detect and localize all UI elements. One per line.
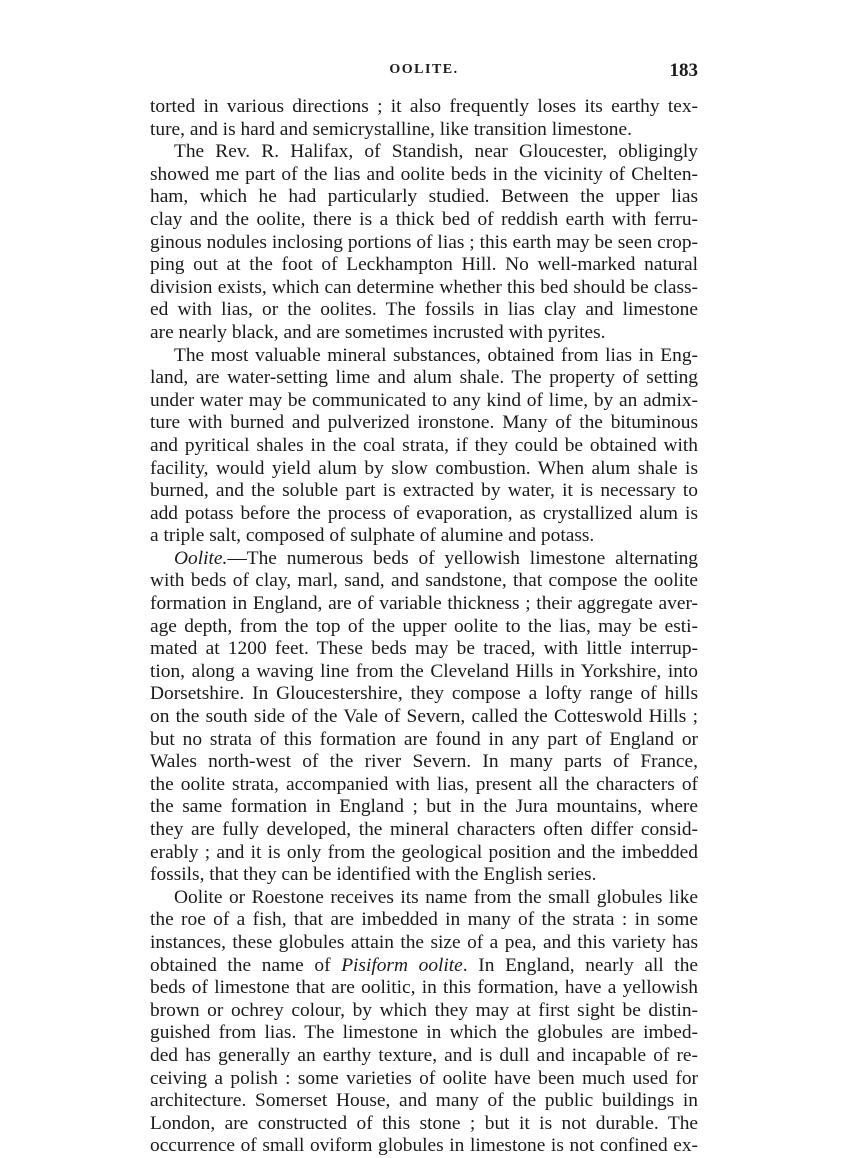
oolite-heading-word: Oolite. (174, 547, 228, 569)
text-line: ture, and is hard and semicrystalline, like transition limestone. (150, 118, 632, 140)
pisiform-line-before: obtained the name of (150, 954, 342, 976)
text-line: are nearly black, and are sometimes incrusted with pyrites. (150, 321, 606, 343)
text-line: The Rev. R. Halifax, of Standish, near Gloucester, obligingly (174, 141, 698, 163)
text-line: age depth, from the top of the upper oolite to the lias, may be esti- (150, 615, 698, 637)
text-line: Wales north-west of the river Severn. In many parts of France, (150, 751, 698, 773)
text-line: facility, would yield alum by slow combustion. When alum shale is (150, 457, 698, 479)
text-line: The most valuable mineral substances, obtained from lias in Eng- (174, 344, 698, 366)
text-line: burned, and the soluble part is extracted by water, it is necessary to (150, 480, 698, 502)
text-line: tion, along a waving line from the Cleveland Hills in Yorkshire, into (150, 660, 698, 682)
text-line: mated at 1200 feet. These beds may be traced, with little interrup- (150, 638, 698, 660)
text-line: ture with burned and pulverized ironstone. Many of the bituminous (150, 412, 698, 434)
text-line: occurrence of small oviform globules in limestone is not confined ex- (150, 1135, 698, 1157)
text-line: the same formation in England ; but in the Jura mountains, where (150, 796, 698, 818)
text-line-pisiform (150, 955, 698, 978)
text-line: guished from lias. The limestone in which the globules are imbed- (150, 1022, 698, 1044)
text-line: fossils, that they can be identified with the English series. (150, 864, 597, 886)
text-line-oolite-heading (150, 548, 698, 571)
text-line: they are fully developed, the mineral characters often differ consid- (150, 819, 698, 840)
text-line: ham, which he had particularly studied. Between the upper lias (150, 186, 698, 208)
body-text (150, 96, 698, 1158)
text-line: ginous nodules inclosing portions of lias ; this earth may be seen crop- (150, 231, 698, 253)
text-line: erably ; and it is only from the geological position and the imbedded (150, 841, 698, 863)
text-line: ded has generally an earthy texture, and is dull and incapable of re- (150, 1044, 698, 1066)
text-line: brown or ochrey colour, by which they may at first sight be distin- (150, 999, 698, 1021)
text-line: land, are water-setting lime and alum shale. The property of setting (150, 367, 698, 389)
text-line: ed with lias, or the oolites. The fossils in lias clay and limestone (150, 299, 698, 321)
text-line: but no strata of this formation are found in any part of England or (150, 728, 698, 750)
running-title: OOLITE. (389, 62, 459, 77)
text-line: ceiving a polish : some varieties of oolite have been much used for (150, 1067, 698, 1089)
text-line: torted in various directions ; it also frequently loses its earthy tex- (150, 96, 698, 117)
text-line: on the south side of the Vale of Severn, called the Cotteswold Hills ; (150, 706, 698, 728)
oolite-heading-rest: —The numerous beds of yellowish limestone alternating (227, 547, 698, 569)
text-line: clay and the oolite, there is a thick bed of reddish earth with ferru- (150, 208, 698, 230)
text-line: with beds of clay, marl, sand, and sandstone, that compose the oolite (150, 570, 698, 592)
text-line: division exists, which can determine whether this bed should be class- (150, 276, 698, 298)
text-line: under water may be communicated to any kind of lime, by an admix- (150, 389, 698, 411)
text-line: London, are constructed of this stone ; but it is not durable. The (150, 1112, 698, 1134)
text-line: a triple salt, composed of sulphate of alumine and potass. (150, 525, 595, 547)
text-line: instances, these globules attain the size of a pea, and this variety has (150, 931, 698, 953)
pisiform-line-after: . In England, nearly all the (462, 954, 698, 976)
text-line: the roe of a fish, that are imbedded in many of the strata : in some (150, 909, 698, 931)
text-line: showed me part of the lias and oolite beds in the vicinity of Chelten- (150, 163, 698, 185)
text-line: and pyritical shales in the coal strata, if they could be obtained with (150, 434, 698, 456)
text-line: add potass before the process of evaporation, as crystallized alum is (150, 502, 698, 524)
pisiform-oolite-term: Pisiform oolite (341, 954, 463, 976)
running-head (150, 60, 698, 86)
text-line: the oolite strata, accompanied with lias, present all the characters of (150, 773, 698, 795)
text-line: beds of limestone that are oolitic, in this formation, have a yellowish (150, 977, 698, 999)
text-line: Oolite or Roestone receives its name from the small globules like (174, 886, 698, 908)
text-line: ping out at the foot of Leckhampton Hill. No well-marked natural (150, 254, 698, 276)
text-line: architecture. Somerset House, and many of the public buildings in (150, 1090, 698, 1112)
text-line: formation in England, are of variable thickness ; their aggregate aver- (150, 593, 698, 615)
page-number: 183 (669, 60, 698, 81)
text-line: Dorsetshire. In Gloucestershire, they compose a lofty range of hills (150, 683, 698, 705)
